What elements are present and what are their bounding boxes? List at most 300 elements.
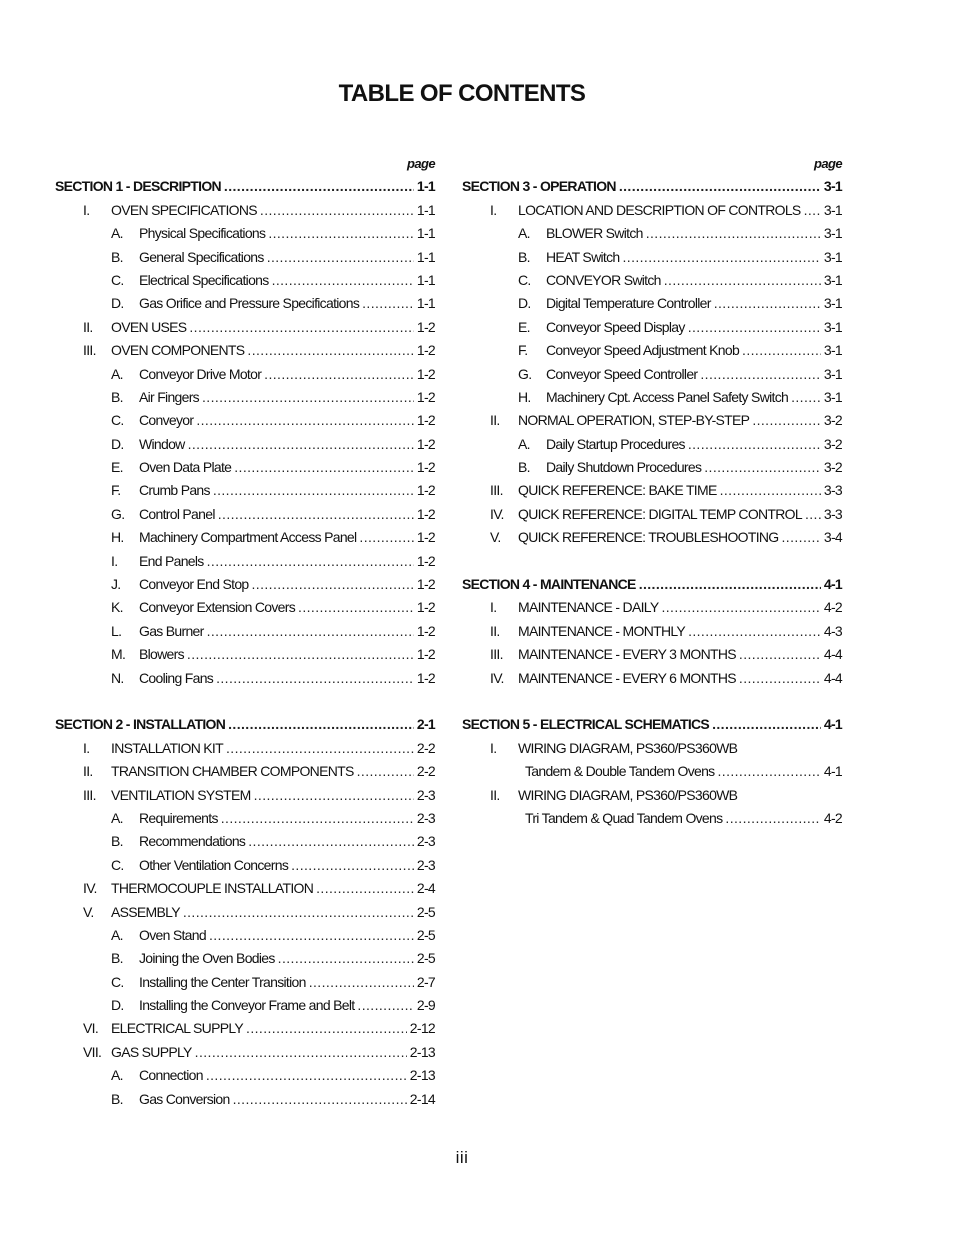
toc-entry-number: VII. bbox=[83, 1043, 102, 1060]
dot-leader bbox=[700, 363, 820, 386]
toc-entry-label: Conveyor Speed Display bbox=[546, 318, 685, 335]
toc-page-number: 1-2 bbox=[416, 552, 435, 569]
toc-entry-label: Digital Temperature Controller bbox=[546, 295, 711, 312]
dot-leader bbox=[254, 784, 414, 807]
dot-leader bbox=[664, 269, 821, 292]
toc-entry-number: B. bbox=[111, 833, 123, 850]
toc-entry-label: HEAT Switch bbox=[546, 248, 620, 265]
toc-page-number: 2-13 bbox=[409, 1067, 435, 1084]
toc-page-number: 3-1 bbox=[823, 248, 842, 265]
toc-entry-number: F. bbox=[518, 342, 528, 359]
toc-entry-label: Conveyor Extension Covers bbox=[139, 599, 296, 616]
dot-leader bbox=[661, 596, 820, 619]
toc-entry-number: G. bbox=[518, 365, 532, 382]
toc-page-number: 4-4 bbox=[823, 669, 842, 686]
toc-entry-row[interactable] bbox=[55, 1064, 435, 1087]
toc-entry-row[interactable] bbox=[55, 947, 435, 970]
dot-leader bbox=[316, 877, 414, 900]
dot-leader bbox=[717, 760, 820, 783]
dot-leader bbox=[720, 479, 821, 502]
toc-page-number: 1-1 bbox=[416, 248, 435, 265]
toc-entry-row[interactable] bbox=[462, 667, 842, 690]
dot-leader bbox=[233, 1088, 407, 1111]
toc-entry-number: II. bbox=[490, 412, 500, 429]
dot-leader bbox=[248, 830, 414, 853]
dot-leader bbox=[714, 292, 821, 315]
toc-entry-number: II. bbox=[490, 622, 500, 639]
toc-entry-label: Tri Tandem & Quad Tandem Ovens bbox=[525, 809, 723, 826]
toc-entry-row[interactable] bbox=[462, 760, 842, 783]
toc-entry-row[interactable] bbox=[462, 246, 842, 269]
toc-entry-number: B. bbox=[111, 950, 123, 967]
toc-entry-number: J. bbox=[111, 576, 121, 593]
dot-leader bbox=[619, 175, 821, 198]
toc-entry-label: Crumb Pans bbox=[139, 482, 210, 499]
dot-leader bbox=[234, 456, 414, 479]
toc-entry-row[interactable] bbox=[55, 386, 435, 409]
toc-entry-label: THERMOCOUPLE INSTALLATION bbox=[111, 880, 314, 897]
toc-entry-row[interactable] bbox=[55, 479, 435, 502]
toc-page-number: 1-2 bbox=[416, 365, 435, 382]
toc-entry-row[interactable] bbox=[55, 269, 435, 292]
toc-entry-row[interactable] bbox=[55, 316, 435, 339]
toc-entry-row[interactable] bbox=[55, 456, 435, 479]
toc-entry-row[interactable] bbox=[462, 363, 842, 386]
toc-page-number: 3-2 bbox=[823, 459, 842, 476]
dot-leader bbox=[739, 643, 821, 666]
toc-entry-number: N. bbox=[111, 669, 124, 686]
toc-entry-label: Oven Stand bbox=[139, 926, 206, 943]
toc-entry-row[interactable] bbox=[462, 199, 842, 222]
toc-entry-row[interactable] bbox=[55, 222, 435, 245]
toc-entry-number: II. bbox=[83, 318, 93, 335]
toc-entry-number: B. bbox=[518, 459, 530, 476]
toc-entry-number: C. bbox=[111, 271, 124, 288]
toc-page-number: 3-2 bbox=[823, 412, 842, 429]
toc-entry-label: INSTALLATION KIT bbox=[111, 739, 223, 756]
toc-entry-number: IV. bbox=[490, 669, 504, 686]
toc-entry-number: I. bbox=[111, 552, 118, 569]
page-title: TABLE OF CONTENTS bbox=[338, 80, 586, 107]
toc-entry-label: QUICK REFERENCE: BAKE TIME bbox=[518, 482, 717, 499]
toc-page-number: 2-13 bbox=[409, 1043, 435, 1060]
dot-leader bbox=[791, 386, 821, 409]
dot-leader bbox=[260, 199, 414, 222]
dot-leader bbox=[739, 667, 821, 690]
toc-page-number: 1-2 bbox=[416, 412, 435, 429]
dot-leader bbox=[688, 433, 821, 456]
toc-entry-label: General Specifications bbox=[139, 248, 264, 265]
toc-entry-row[interactable] bbox=[462, 433, 842, 456]
toc-page-number: 3-1 bbox=[823, 225, 842, 242]
toc-entry-row[interactable] bbox=[462, 292, 842, 315]
dot-leader bbox=[216, 667, 414, 690]
toc-page-number: 3-1 bbox=[823, 318, 842, 335]
toc-entry-number: I. bbox=[490, 201, 497, 218]
toc-page-number: 3-4 bbox=[823, 529, 842, 546]
toc-entry-label: Gas Burner bbox=[139, 622, 204, 639]
dot-leader bbox=[298, 596, 414, 619]
dot-leader bbox=[189, 316, 413, 339]
dot-leader bbox=[207, 620, 414, 643]
toc-entry-label: Cooling Fans bbox=[139, 669, 214, 686]
toc-entry-label: MAINTENANCE - EVERY 3 MONTHS bbox=[518, 646, 736, 663]
toc-entry-number: G. bbox=[111, 505, 125, 522]
toc-entry-number: A. bbox=[111, 1067, 123, 1084]
toc-page-number: 1-2 bbox=[416, 622, 435, 639]
toc-entry-row[interactable] bbox=[55, 994, 435, 1017]
toc-entry-row[interactable] bbox=[55, 971, 435, 994]
dot-leader bbox=[213, 479, 414, 502]
toc-entry-number: III. bbox=[490, 482, 503, 499]
toc-page-number: 2-4 bbox=[416, 880, 435, 897]
dot-leader bbox=[224, 175, 414, 198]
toc-entries bbox=[55, 175, 435, 1111]
toc-entry-label: OVEN SPECIFICATIONS bbox=[111, 201, 257, 218]
toc-page-number: 1-2 bbox=[416, 646, 435, 663]
toc-entry-number: III. bbox=[83, 786, 96, 803]
toc-entry-label: TRANSITION CHAMBER COMPONENTS bbox=[111, 763, 354, 780]
toc-entry-row[interactable] bbox=[55, 924, 435, 947]
toc-entry-label: SECTION 5 - ELECTRICAL SCHEMATICS bbox=[462, 716, 710, 733]
toc-entry-label: SECTION 4 - MAINTENANCE bbox=[462, 576, 636, 593]
toc-entry-row[interactable] bbox=[55, 1041, 435, 1064]
toc-entry-label: NORMAL OPERATION, STEP-BY-STEP bbox=[518, 412, 750, 429]
toc-section-row[interactable] bbox=[462, 175, 842, 198]
toc-entry-row[interactable] bbox=[55, 339, 435, 362]
toc-entry-label: SECTION 3 - OPERATION bbox=[462, 178, 616, 195]
toc-entry-row[interactable] bbox=[55, 246, 435, 269]
toc-entry-label: Installing the Conveyor Frame and Belt bbox=[139, 997, 355, 1014]
dot-leader bbox=[291, 854, 414, 877]
toc-entry-label: BLOWER Switch bbox=[546, 225, 643, 242]
toc-page-number: 1-2 bbox=[416, 576, 435, 593]
toc-entry-number: C. bbox=[111, 412, 124, 429]
toc-entry-number: H. bbox=[518, 388, 531, 405]
toc-entry-number: B. bbox=[111, 248, 123, 265]
toc-entry-label: Physical Specifications bbox=[139, 225, 266, 242]
toc-page-number: 1-2 bbox=[416, 459, 435, 476]
toc-page-number: 3-3 bbox=[823, 482, 842, 499]
toc-entry-label: Conveyor End Stop bbox=[139, 576, 249, 593]
toc-section-row[interactable] bbox=[55, 713, 435, 736]
toc-page-number: 1-2 bbox=[416, 318, 435, 335]
dot-leader bbox=[252, 573, 414, 596]
toc-entry-row[interactable] bbox=[55, 737, 435, 760]
dot-leader bbox=[742, 339, 821, 362]
toc-entry-row[interactable] bbox=[55, 901, 435, 924]
toc-entry-number: H. bbox=[111, 529, 124, 546]
dot-leader bbox=[712, 713, 821, 736]
dot-leader bbox=[207, 550, 414, 573]
toc-entry-row[interactable] bbox=[55, 526, 435, 549]
toc-entry-label: Control Panel bbox=[139, 505, 215, 522]
toc-entry-label: Daily Shutdown Procedures bbox=[546, 459, 702, 476]
dot-leader bbox=[357, 994, 413, 1017]
toc-entry-number: I. bbox=[490, 739, 497, 756]
dot-leader bbox=[646, 222, 821, 245]
toc-entry-row[interactable] bbox=[55, 877, 435, 900]
toc-entry-row[interactable] bbox=[55, 760, 435, 783]
page-number: iii bbox=[455, 1148, 469, 1167]
dot-leader bbox=[805, 503, 821, 526]
dot-leader bbox=[247, 339, 413, 362]
toc-entry-label: QUICK REFERENCE: TROUBLESHOOTING bbox=[518, 529, 779, 546]
toc-entry-number: III. bbox=[83, 342, 96, 359]
toc-entry-row[interactable] bbox=[462, 339, 842, 362]
toc-entry-label: Connection bbox=[139, 1067, 203, 1084]
toc-entry-row[interactable] bbox=[55, 363, 435, 386]
toc-page-number: 1-2 bbox=[416, 599, 435, 616]
toc-entry-row[interactable] bbox=[55, 830, 435, 853]
toc-page-number: 1-2 bbox=[416, 529, 435, 546]
toc-page-number: 2-3 bbox=[416, 786, 435, 803]
toc-entry-row[interactable] bbox=[462, 596, 842, 619]
toc-entry-number: C. bbox=[111, 973, 124, 990]
toc-page-number: 2-5 bbox=[416, 926, 435, 943]
toc-entry-number: D. bbox=[111, 295, 124, 312]
toc-entry-row[interactable] bbox=[55, 1088, 435, 1111]
toc-entry-number: E. bbox=[518, 318, 530, 335]
toc-page-number: 4-1 bbox=[823, 763, 842, 780]
toc-entry-number: A. bbox=[111, 365, 123, 382]
toc-entry-number: V. bbox=[490, 529, 501, 546]
toc-entry-label: Machinery Cpt. Access Panel Safety Switch bbox=[546, 388, 789, 405]
toc-entry-label: Gas Conversion bbox=[139, 1090, 230, 1107]
toc-page-number: 1-1 bbox=[416, 225, 435, 242]
toc-page-number: 4-1 bbox=[823, 576, 842, 593]
toc-entry-label: QUICK REFERENCE: DIGITAL TEMP CONTROL bbox=[518, 505, 802, 522]
toc-page-number: 3-1 bbox=[823, 201, 842, 218]
toc-entry-label: LOCATION AND DESCRIPTION OF CONTROLS bbox=[518, 201, 801, 218]
toc-entry-number: I. bbox=[83, 201, 90, 218]
toc-page-number: 1-1 bbox=[416, 201, 435, 218]
toc-entry-row[interactable] bbox=[55, 409, 435, 432]
toc-entry-number: K. bbox=[111, 599, 123, 616]
toc-entry-number: VI. bbox=[83, 1020, 99, 1037]
toc-entry-label: End Panels bbox=[139, 552, 204, 569]
dot-leader bbox=[209, 924, 414, 947]
toc-spacer bbox=[462, 550, 842, 573]
toc-page-number: 3-1 bbox=[823, 388, 842, 405]
toc-entry-row[interactable] bbox=[462, 737, 842, 760]
toc-entry-number: I. bbox=[83, 739, 90, 756]
toc-entry-row[interactable] bbox=[462, 784, 842, 807]
toc-entry-label: MAINTENANCE - EVERY 6 MONTHS bbox=[518, 669, 736, 686]
toc-entry-number: A. bbox=[111, 926, 123, 943]
toc-page-number: 2-7 bbox=[416, 973, 435, 990]
toc-entry-row[interactable] bbox=[55, 807, 435, 830]
toc-page-number: 2-3 bbox=[416, 856, 435, 873]
toc-entry-number: D. bbox=[111, 997, 124, 1014]
dot-leader bbox=[202, 386, 414, 409]
toc-page-number: 2-1 bbox=[416, 716, 435, 733]
toc-entry-label: GAS SUPPLY bbox=[111, 1043, 192, 1060]
dot-leader bbox=[226, 737, 414, 760]
toc-entry-row[interactable] bbox=[55, 1017, 435, 1040]
toc-page-number: 1-1 bbox=[416, 178, 435, 195]
toc-page-number: 1-2 bbox=[416, 482, 435, 499]
toc-page-number: 3-1 bbox=[823, 365, 842, 382]
toc-entry-row[interactable] bbox=[462, 503, 842, 526]
dot-leader bbox=[725, 807, 820, 830]
toc-spacer bbox=[55, 690, 435, 713]
toc-page-number: 4-1 bbox=[823, 716, 842, 733]
toc-entry-number: F. bbox=[111, 482, 121, 499]
toc-entry-number: IV. bbox=[83, 880, 97, 897]
toc-entry-number: A. bbox=[518, 435, 530, 452]
toc-entry-row[interactable] bbox=[462, 643, 842, 666]
toc-entry-number: II. bbox=[490, 786, 500, 803]
toc-page-number: 4-2 bbox=[823, 809, 842, 826]
toc-page-number: 3-3 bbox=[823, 505, 842, 522]
toc-entry-number: A. bbox=[518, 225, 530, 242]
toc-entry-row[interactable] bbox=[55, 550, 435, 573]
toc-entry-label: Daily Startup Procedures bbox=[546, 435, 685, 452]
toc-entry-row[interactable] bbox=[55, 854, 435, 877]
toc-entry-label: Requirements bbox=[139, 809, 218, 826]
toc-entry-number: III. bbox=[490, 646, 503, 663]
toc-page-number: 2-2 bbox=[416, 763, 435, 780]
toc-page-number: 4-2 bbox=[823, 599, 842, 616]
dot-leader bbox=[188, 433, 414, 456]
dot-leader bbox=[246, 1017, 407, 1040]
dot-leader bbox=[359, 526, 413, 549]
toc-entry-row[interactable] bbox=[462, 222, 842, 245]
toc-entry-label: WIRING DIAGRAM, PS360/PS360WB bbox=[518, 739, 738, 756]
toc-entry-label: Tandem & Double Tandem Ovens bbox=[525, 763, 715, 780]
toc-entry-row[interactable] bbox=[462, 479, 842, 502]
dot-leader bbox=[221, 807, 414, 830]
dot-leader bbox=[278, 947, 414, 970]
toc-entry-label: Recommendations bbox=[139, 833, 246, 850]
toc-entry-row[interactable] bbox=[55, 667, 435, 690]
toc-page-number: 2-3 bbox=[416, 833, 435, 850]
dot-leader bbox=[622, 246, 820, 269]
toc-entry-label: Other Ventilation Concerns bbox=[139, 856, 289, 873]
toc-entry-label: Air Fingers bbox=[139, 388, 199, 405]
toc-page-number: 3-1 bbox=[823, 178, 842, 195]
toc-page-number: 2-9 bbox=[416, 997, 435, 1014]
toc-page-number: 1-1 bbox=[416, 271, 435, 288]
toc-page-number: 3-1 bbox=[823, 295, 842, 312]
toc-section-row[interactable] bbox=[55, 175, 435, 198]
dot-leader bbox=[228, 713, 414, 736]
toc-page-number: 3-1 bbox=[823, 342, 842, 359]
toc-entry-label: VENTILATION SYSTEM bbox=[111, 786, 251, 803]
toc-spacer bbox=[462, 690, 842, 713]
toc-entry-row[interactable] bbox=[462, 620, 842, 643]
toc-column-right bbox=[462, 152, 842, 830]
dot-leader bbox=[357, 760, 414, 783]
toc-entry-row[interactable] bbox=[55, 199, 435, 222]
toc-entry-label: Blowers bbox=[139, 646, 184, 663]
toc-entry-row[interactable] bbox=[462, 456, 842, 479]
toc-entry-label: Conveyor Speed Controller bbox=[546, 365, 698, 382]
toc-entry-label: Oven Data Plate bbox=[139, 459, 232, 476]
toc-entry-row[interactable] bbox=[462, 316, 842, 339]
toc-page-number: 2-14 bbox=[409, 1090, 435, 1107]
toc-entry-label: CONVEYOR Switch bbox=[546, 271, 661, 288]
toc-entry-number: D. bbox=[518, 295, 531, 312]
toc-page-number: 2-2 bbox=[416, 739, 435, 756]
toc-entry-label: MAINTENANCE - MONTHLY bbox=[518, 622, 686, 639]
toc-entry-row[interactable] bbox=[55, 573, 435, 596]
dot-leader bbox=[187, 643, 414, 666]
dot-leader bbox=[218, 503, 414, 526]
dot-leader bbox=[804, 199, 821, 222]
toc-page-number: 1-2 bbox=[416, 669, 435, 686]
dot-leader bbox=[752, 409, 821, 432]
toc-page-number: 2-3 bbox=[416, 809, 435, 826]
toc-entry-row[interactable] bbox=[462, 386, 842, 409]
dot-leader bbox=[268, 222, 414, 245]
dot-leader bbox=[704, 456, 821, 479]
toc-entry-number: I. bbox=[490, 599, 497, 616]
toc-section-row[interactable] bbox=[462, 573, 842, 596]
toc-entry-number: C. bbox=[518, 271, 531, 288]
dot-leader bbox=[195, 1041, 407, 1064]
toc-entry-label: MAINTENANCE - DAILY bbox=[518, 599, 659, 616]
toc-page-number: 1-2 bbox=[416, 388, 435, 405]
dot-leader bbox=[688, 620, 821, 643]
dot-leader bbox=[206, 1064, 407, 1087]
toc-entry-number: IV. bbox=[490, 505, 504, 522]
toc-page-number: 2-12 bbox=[409, 1020, 435, 1037]
toc-page-number: 1-1 bbox=[416, 295, 435, 312]
toc-section-row[interactable] bbox=[462, 713, 842, 736]
dot-leader bbox=[264, 363, 414, 386]
toc-entry-label: OVEN USES bbox=[111, 318, 187, 335]
toc-entry-label: Joining the Oven Bodies bbox=[139, 950, 275, 967]
toc-entry-label: Conveyor Drive Motor bbox=[139, 365, 262, 382]
toc-page-number: 4-3 bbox=[823, 622, 842, 639]
dot-leader bbox=[782, 526, 821, 549]
toc-entry-number: D. bbox=[111, 435, 124, 452]
dot-leader bbox=[309, 971, 414, 994]
toc-page-number: 2-5 bbox=[416, 903, 435, 920]
toc-entry-label: Conveyor bbox=[139, 412, 194, 429]
toc-entry-row[interactable] bbox=[55, 292, 435, 315]
toc-entry-number: II. bbox=[83, 763, 93, 780]
toc-entry-row[interactable] bbox=[55, 784, 435, 807]
toc-entry-row[interactable] bbox=[55, 620, 435, 643]
toc-entry-row[interactable] bbox=[55, 433, 435, 456]
dot-leader bbox=[639, 573, 821, 596]
toc-entry-label: Conveyor Speed Adjustment Knob bbox=[546, 342, 740, 359]
dot-leader bbox=[267, 246, 414, 269]
toc-entry-row[interactable] bbox=[462, 269, 842, 292]
toc-entry-row[interactable] bbox=[55, 643, 435, 666]
toc-entry-label: SECTION 1 - DESCRIPTION bbox=[55, 178, 221, 195]
toc-entry-row[interactable] bbox=[462, 526, 842, 549]
toc-entry-label: Machinery Compartment Access Panel bbox=[139, 529, 357, 546]
toc-entry-row[interactable] bbox=[462, 409, 842, 432]
toc-entry-row[interactable] bbox=[55, 596, 435, 619]
toc-entry-number: M. bbox=[111, 646, 126, 663]
dot-leader bbox=[183, 901, 414, 924]
toc-entry-label: Installing the Center Transition bbox=[139, 973, 306, 990]
toc-page-number: 1-2 bbox=[416, 505, 435, 522]
toc-entry-number: B. bbox=[111, 388, 123, 405]
toc-entry-row[interactable] bbox=[462, 807, 842, 830]
toc-entry-label: OVEN COMPONENTS bbox=[111, 342, 245, 359]
toc-entry-label: SECTION 2 - INSTALLATION bbox=[55, 716, 226, 733]
toc-entry-number: V. bbox=[83, 903, 94, 920]
toc-entry-number: L. bbox=[111, 622, 122, 639]
toc-entry-row[interactable] bbox=[55, 503, 435, 526]
toc-entry-number: C. bbox=[111, 856, 124, 873]
